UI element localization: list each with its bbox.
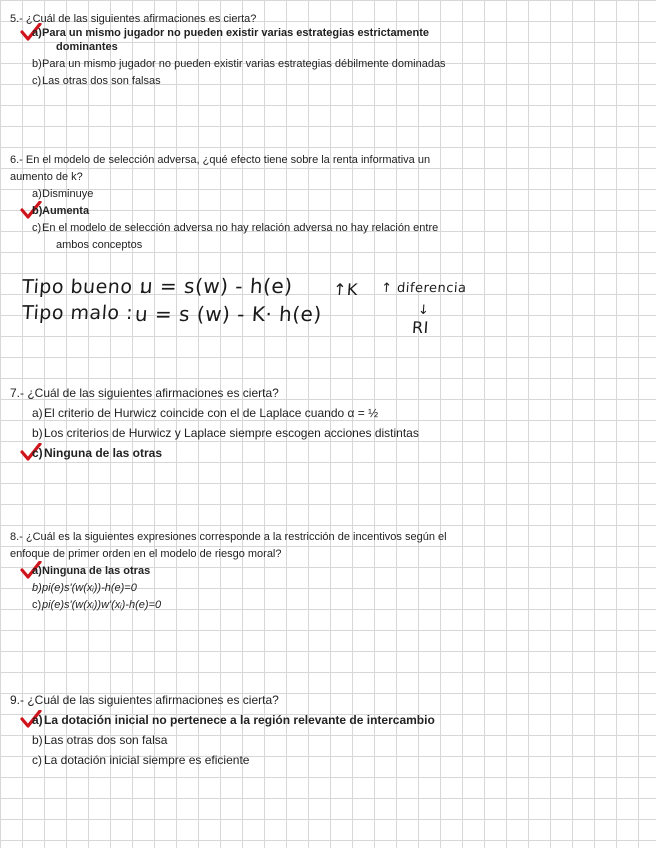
q9-option-a-text: La dotación inicial no pertenece a la región relevante de intercambio — [44, 713, 435, 727]
q9-option-b-key: b) — [32, 733, 43, 747]
q8-option-a — [10, 564, 447, 578]
q6-option-b-key: b) — [32, 205, 43, 217]
q9-option-c-text: La dotación inicial siempre es eficiente — [44, 753, 250, 767]
q8-option-c — [10, 598, 447, 612]
question-6 — [10, 153, 438, 252]
question-9-text: 9.- ¿Cuál de las siguientes afirmaciones es cierta? — [10, 693, 279, 707]
question-8 — [10, 530, 447, 612]
q5-option-b-text: Para un mismo jugador no pueden existir varias estrategias débilmente dominadas — [42, 58, 446, 70]
q9-option-b-text: Las otras dos son falsa — [44, 733, 168, 747]
q6-option-a-key: a) — [32, 188, 42, 200]
q8-option-b-text: pi(e)s'(w(xᵢ))-h(e)=0 — [42, 582, 137, 594]
q9-option-b — [10, 732, 435, 749]
note-up-diferencia: ↑ diferencia — [380, 281, 468, 296]
q5-option-a — [10, 26, 446, 54]
note-up-k: ↑K — [332, 280, 359, 299]
question-5-text: 5.- ¿Cuál de las siguientes afirmaciones es cierta? — [10, 13, 257, 25]
q6-option-c-key: c) — [32, 222, 42, 234]
q7-option-b-key: b) — [32, 426, 43, 440]
note-tipo-bueno-label: Tipo bueno : — [21, 276, 147, 298]
q9-option-a-key: a) — [32, 713, 43, 727]
q5-option-c-text: Las otras dos son falsas — [42, 75, 161, 87]
q6-option-b-text: Aumenta — [42, 205, 90, 217]
question-7-text: 7.- ¿Cuál de las siguientes afirmaciones es cierta? — [10, 386, 279, 400]
question-6-text-1: 6.- En el modelo de selección adversa, ¿qué efecto tiene sobre la renta informativa un — [10, 154, 431, 166]
q5-option-c-key: c) — [32, 75, 42, 87]
q6-option-c-text: En el modelo de selección adversa no hay relación adversa no hay relación entre — [42, 222, 439, 234]
q6-option-c-cont: ambos conceptos — [56, 239, 143, 251]
q5-option-a-cont: dominantes — [56, 41, 118, 53]
q7-option-a — [10, 405, 419, 422]
question-7 — [10, 385, 419, 462]
note-tipo-bueno-eq: u = s(w) - h(e) — [139, 274, 294, 298]
q7-option-a-key: a) — [32, 406, 43, 420]
q5-option-b — [10, 57, 446, 71]
q7-option-c-key: c) — [32, 446, 43, 460]
q6-option-c — [10, 221, 438, 252]
q8-option-c-key: c) — [32, 599, 42, 611]
q9-option-c-key: c) — [32, 753, 42, 767]
q5-option-c — [10, 74, 446, 88]
q7-option-b-text: Los criterios de Hurwicz y Laplace siempre escogen acciones distintas — [44, 426, 419, 440]
q5-option-a-text: Para un mismo jugador no pueden existir varias estrategias estrictamente — [42, 27, 429, 39]
note-tipo-malo-eq: u = s (w) - K· h(e) — [134, 302, 323, 326]
question-6-text-2: aumento de k? — [10, 171, 83, 183]
note-tipo-malo-label: Tipo malo : — [21, 302, 134, 324]
q7-option-c-text: Ninguna de las otras — [44, 446, 163, 460]
q8-option-b — [10, 581, 447, 595]
q8-option-a-key: a) — [32, 565, 42, 577]
q6-option-b — [10, 204, 438, 218]
note-ri: RI — [411, 318, 430, 337]
q6-option-a-text: Disminuye — [42, 188, 94, 200]
q8-option-b-key: b) — [32, 582, 42, 594]
q5-option-b-key: b) — [32, 58, 42, 70]
q8-option-a-text: Ninguna de las otras — [42, 565, 151, 577]
q7-option-c — [10, 445, 419, 462]
q7-option-a-text: El criterio de Hurwicz coincide con el de Laplace cuando α = ½ — [44, 406, 379, 420]
q9-option-c — [10, 752, 435, 769]
question-8-text-1: 8.- ¿Cuál es la siguientes expresiones corresponde a la restricción de incentivos según el — [10, 531, 447, 543]
note-arrow-down: ↓ — [417, 303, 430, 318]
q8-option-c-text: pi(e)s'(w(xᵢ))w'(xᵢ)-h(e)=0 — [42, 599, 162, 611]
question-8-text-2: enfoque de primer orden en el modelo de riesgo moral? — [10, 548, 282, 560]
q5-option-a-key: a) — [32, 27, 42, 39]
q9-option-a — [10, 712, 435, 729]
q7-option-b — [10, 425, 419, 442]
question-9 — [10, 692, 435, 769]
q6-option-a — [10, 187, 438, 201]
question-5 — [10, 12, 446, 88]
